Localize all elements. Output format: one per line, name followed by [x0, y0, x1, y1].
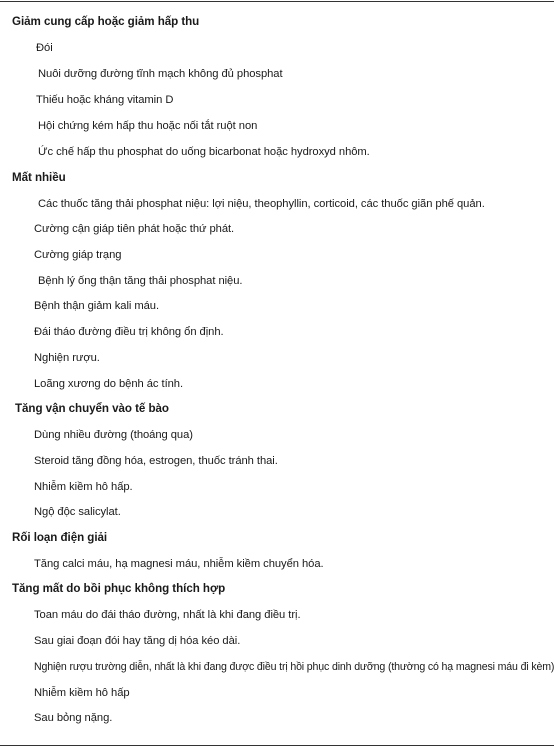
list-item: Cường cận giáp tiên phát hoặc thứ phát.: [34, 223, 235, 235]
list-item: Thiếu hoặc kháng vitamin D: [36, 94, 174, 106]
section-heading: Tăng mất do bồi phục không thích hợp: [12, 582, 226, 595]
top-rule: [0, 1, 554, 2]
section-heading: Giảm cung cấp hoặc giảm hấp thu: [12, 15, 200, 28]
list-item: Steroid tăng đồng hóa, estrogen, thuốc tránh thai.: [34, 455, 278, 467]
list-item: Dùng nhiều đường (thoáng qua): [34, 429, 193, 441]
list-item: Ngộ độc salicylat.: [34, 506, 121, 518]
list-item: Bệnh thận giảm kali máu.: [34, 300, 160, 312]
list-item: Tăng calci máu, hạ magnesi máu, nhiễm kiềm chuyển hóa.: [34, 558, 324, 570]
section-heading: Mất nhiều: [12, 171, 66, 184]
list-item: Đói: [36, 42, 53, 54]
section-heading: Tăng vận chuyển vào tế bào: [15, 402, 169, 415]
list-item: Bệnh lý ống thận tăng thải phosphat niệu.: [38, 275, 243, 287]
list-item: Hội chứng kém hấp thu hoặc nối tắt ruột non: [38, 120, 258, 132]
section-heading: Rối loạn điện giải: [12, 531, 108, 544]
list-item: Nhiễm kiềm hô hấp.: [34, 481, 133, 493]
list-item: Nghiện rượu trường diễn, nhất là khi đang được điều trị hồi phục dinh dưỡng (thường có hạ magnesi máu đi kèm): [34, 661, 554, 673]
list-item: Toan máu do đái tháo đường, nhất là khi đang điều trị.: [34, 609, 301, 621]
list-item: Nhiễm kiềm hô hấp: [34, 687, 130, 699]
list-item: Nuôi dưỡng đường tĩnh mạch không đủ phosphat: [38, 68, 283, 80]
list-item: Sau bỏng nặng.: [34, 712, 113, 724]
list-item: Đái tháo đường điều trị không ổn định.: [34, 326, 224, 338]
list-item: Các thuốc tăng thải phosphat niệu: lợi niệu, theophyllin, corticoid, các thuốc giãn phế quản.: [38, 198, 485, 210]
bottom-rule: [0, 745, 554, 746]
list-item: Nghiện rượu.: [34, 352, 100, 364]
list-item: Loãng xương do bệnh ác tính.: [34, 378, 184, 390]
list-item: Cường giáp trạng: [34, 249, 122, 261]
list-item: Ức chế hấp thu phosphat do uống bicarbonat hoặc hydroxyd nhôm.: [38, 146, 370, 158]
list-item: Sau giai đoạn đói hay tăng dị hóa kéo dài.: [34, 635, 241, 647]
